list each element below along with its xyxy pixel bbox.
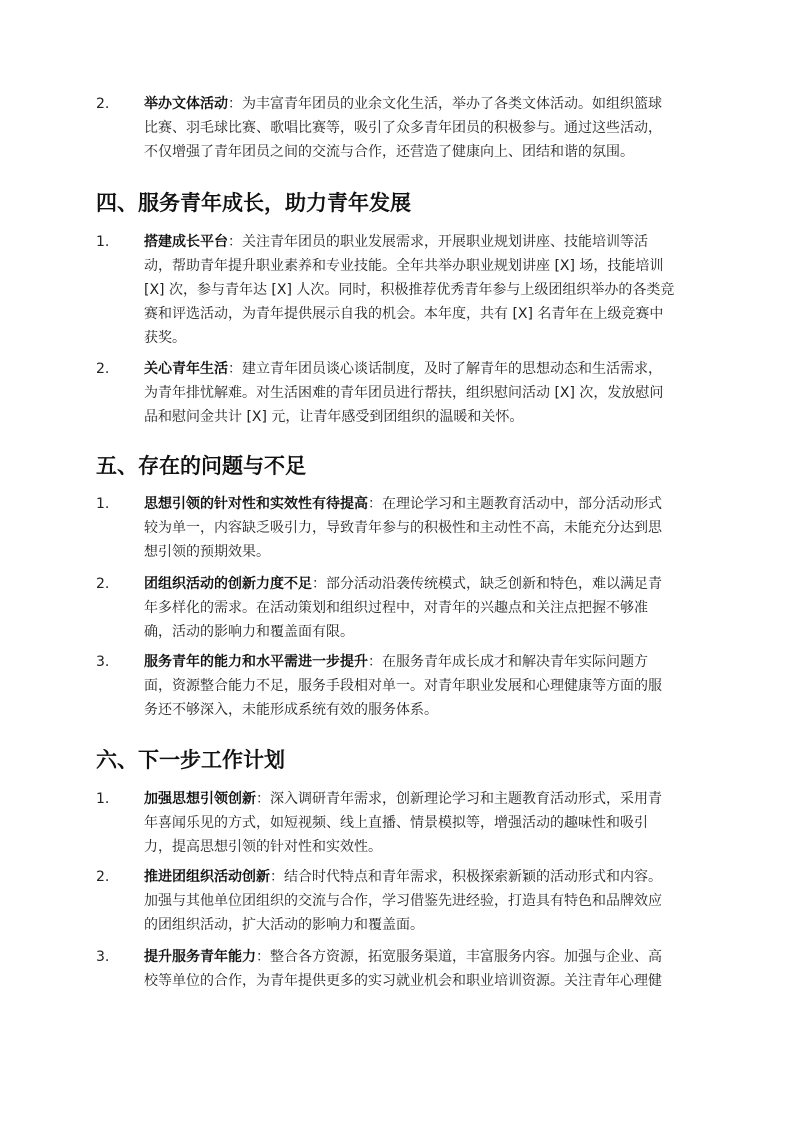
item-body xyxy=(144,230,704,350)
item-number: 2. xyxy=(96,96,110,112)
item-line: 想引领的预期效果。 xyxy=(144,544,270,560)
item-line: 提升服务青年能力：整合各方资源，拓宽服务渠道，丰富服务内容。加强与企业、高 xyxy=(144,949,662,965)
item-line: 面，资源整合能力不足，服务手段相对单一。对青年职业发展和心理健康等方面的服 xyxy=(144,678,662,694)
section-title: 五、存在的问题与不足 xyxy=(96,454,306,478)
item-line: 为青年排忧解难。对生活困难的青年团员进行帮扶，组织慰问活动 [X] 次，发放慰问 xyxy=(144,385,664,401)
item-body xyxy=(144,357,704,429)
list-item xyxy=(96,945,706,993)
item-body xyxy=(144,92,704,164)
section-title: 六、下一步工作计划 xyxy=(96,748,285,772)
item-line: 校等单位的合作，为青年提供更多的实习就业机会和职业培训资源。关注青年心理健 xyxy=(144,973,662,989)
item-heading: 搭建成长平台 xyxy=(144,234,228,250)
item-line: 加强思想引领创新：深入调研青年需求，创新理论学习和主题教育活动形式，采用青 xyxy=(144,791,662,807)
item-line: 思想引领的针对性和实效性有待提高：在理论学习和主题教育活动中，部分活动形式 xyxy=(144,496,662,512)
item-number: 3. xyxy=(96,949,110,965)
list-item xyxy=(96,92,706,164)
item-number: 3. xyxy=(96,654,110,670)
item-body xyxy=(144,492,704,564)
item-line: 比赛、羽毛球比赛、歌唱比赛等，吸引了众多青年团员的积极参与。通过这些活动， xyxy=(144,120,662,136)
item-line: 团组织活动的创新力度不足：部分活动沿袭传统模式，缺乏创新和特色，难以满足青 xyxy=(144,576,662,592)
item-line: 推进团组织活动创新：结合时代特点和青年需求，积极探索新颖的活动形式和内容。 xyxy=(144,869,662,885)
item-body xyxy=(144,945,704,993)
list-item xyxy=(96,865,706,937)
list-item xyxy=(96,787,706,859)
item-heading: 团组织活动的创新力度不足 xyxy=(144,576,312,592)
list-item xyxy=(96,357,706,429)
item-line: 确，活动的影响力和覆盖面有限。 xyxy=(144,624,354,640)
item-heading: 服务青年的能力和水平需进一步提升 xyxy=(144,654,368,670)
item-line: 赛和评选活动，为青年提供展示自我的机会。本年度，共有 [X] 名青年在上级竞赛中 xyxy=(144,306,664,322)
item-body xyxy=(144,650,704,722)
item-body xyxy=(144,572,704,644)
list-item xyxy=(96,230,706,350)
item-number: 2. xyxy=(96,869,110,885)
item-line: 务还不够深入，未能形成系统有效的服务体系。 xyxy=(144,702,438,718)
list-item xyxy=(96,650,706,722)
item-heading: 提升服务青年能力 xyxy=(144,949,256,965)
item-line: 服务青年的能力和水平需进一步提升：在服务青年成长成才和解决青年实际问题方 xyxy=(144,654,648,670)
item-number: 2. xyxy=(96,576,110,592)
item-number: 1. xyxy=(96,496,110,512)
item-line: 搭建成长平台：关注青年团员的职业发展需求，开展职业规划讲座、技能培训等活 xyxy=(144,234,648,250)
item-line: 年多样化的需求。在活动策划和组织过程中，对青年的兴趣点和关注点把握不够准 xyxy=(144,600,648,616)
item-line: 较为单一，内容缺乏吸引力，导致青年参与的积极性和主动性不高，未能充分达到思 xyxy=(144,520,662,536)
item-line: 力，提高思想引领的针对性和实效性。 xyxy=(144,839,382,855)
item-line: 品和慰问金共计 [X] 元，让青年感受到团组织的温暖和关怀。 xyxy=(144,409,524,425)
item-line: 动，帮助青年提升职业素养和专业技能。全年共举办职业规划讲座 [X] 场，技能培训 xyxy=(144,258,664,274)
item-line: 加强与其他单位团组织的交流与合作，学习借鉴先进经验，打造具有特色和品牌效应 xyxy=(144,893,662,909)
item-number: 1. xyxy=(96,234,110,250)
item-line: 的团组织活动，扩大活动的影响力和覆盖面。 xyxy=(144,917,424,933)
list-item xyxy=(96,572,706,644)
item-heading: 加强思想引领创新 xyxy=(144,791,256,807)
item-line: 不仅增强了青年团员之间的交流与合作，还营造了健康向上、团结和谐的氛围。 xyxy=(144,144,634,160)
item-line: 关心青年生活：建立青年团员谈心谈话制度，及时了解青年的思想动态和生活需求， xyxy=(144,361,662,377)
item-number: 1. xyxy=(96,791,110,807)
item-body xyxy=(144,787,704,859)
item-heading: 思想引领的针对性和实效性有待提高 xyxy=(144,496,368,512)
item-body xyxy=(144,865,704,937)
list-item xyxy=(96,492,706,564)
item-line: [X] 次，参与青年达 [X] 人次。同时，积极推荐优秀青年参与上级团组织举办的各类竞 xyxy=(144,282,675,298)
item-line: 获奖。 xyxy=(144,330,186,346)
item-heading: 关心青年生活 xyxy=(144,361,228,377)
item-heading: 推进团组织活动创新 xyxy=(144,869,270,885)
item-line: 年喜闻乐见的方式，如短视频、线上直播、情景模拟等，增强活动的趣味性和吸引 xyxy=(144,815,648,831)
item-number: 2. xyxy=(96,361,110,377)
item-heading: 举办文体活动 xyxy=(144,96,228,112)
item-line: 举办文体活动：为丰富青年团员的业余文化生活，举办了各类文体活动。如组织篮球 xyxy=(144,96,662,112)
section-title: 四、服务青年成长，助力青年发展 xyxy=(96,191,411,215)
